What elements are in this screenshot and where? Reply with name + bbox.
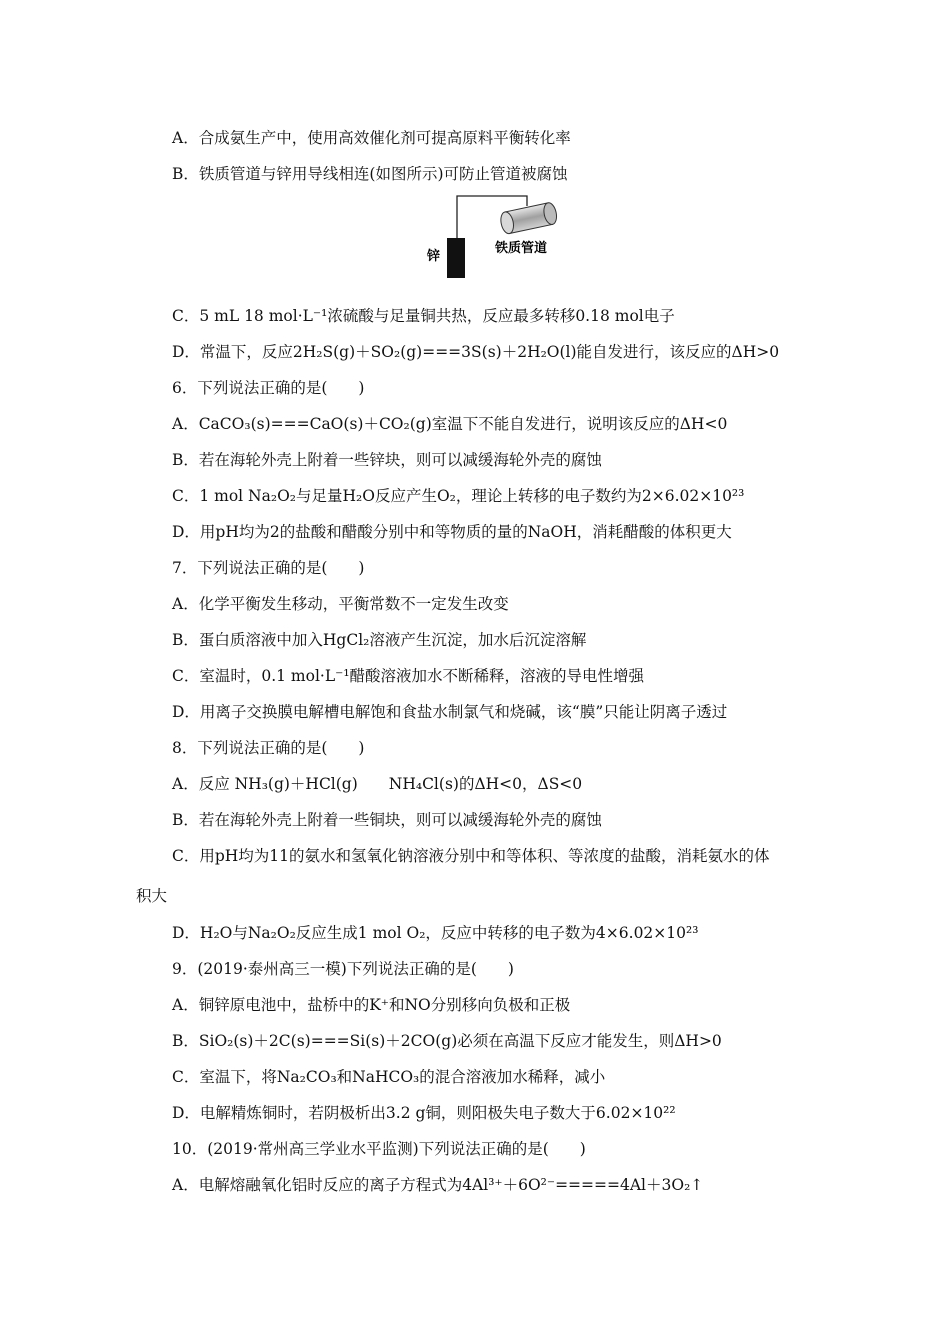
text-line: A．反应 NH₃(g)＋HCl(g) NH₄Cl(s)的ΔH<0，ΔS<0	[172, 775, 583, 793]
text-line: B．SiO₂(s)＋2C(s)===Si(s)＋2CO(g)必须在高温下反应才能发生，则ΔH>0	[172, 1032, 722, 1050]
question-title: 9．(2019·泰州高三一模)下列说法正确的是( )	[172, 960, 514, 978]
question-title: 10．(2019·常州高三学业水平监测)下列说法正确的是( )	[172, 1140, 586, 1158]
text-line: A．电解熔融氧化铝时反应的离子方程式为4Al³⁺＋6O²⁻=====4Al＋3O₂↑	[172, 1176, 704, 1194]
text-line: A．CaCO₃(s)===CaO(s)＋CO₂(g)室温下不能自发进行，说明该反应的ΔH<0	[172, 415, 728, 433]
iron-pipe	[499, 202, 558, 235]
text-line: C．室温时，0.1 mol·L⁻¹醋酸溶液加水不断稀释，溶液的导电性增强	[172, 667, 645, 685]
zinc-block	[447, 238, 465, 278]
text-line: 积大	[136, 887, 168, 905]
zinc-label: 锌	[427, 249, 441, 264]
question-title: 7．下列说法正确的是( )	[172, 559, 365, 577]
question-title: 6．下列说法正确的是( )	[172, 379, 365, 397]
text-line: A．合成氨生产中，使用高效催化剂可提高原料平衡转化率	[172, 129, 571, 147]
text-line: D．常温下，反应2H₂S(g)＋SO₂(g)===3S(s)＋2H₂O(l)能自发进行，该反应的ΔH>0	[172, 343, 780, 361]
text-line: D．用pH均为2的盐酸和醋酸分别中和等物质的量的NaOH，消耗醋酸的体积更大	[172, 523, 732, 541]
text-line: B．铁质管道与锌用导线相连(如图所示)可防止管道被腐蚀	[172, 165, 568, 183]
zinc-pipe-diagram	[425, 192, 565, 284]
text-line: D．H₂O与Na₂O₂反应生成1 mol O₂，反应中转移的电子数为4×6.02×10²³	[172, 924, 699, 942]
text-line: B．若在海轮外壳上附着一些铜块，则可以减缓海轮外壳的腐蚀	[172, 811, 602, 829]
text-line: C．1 mol Na₂O₂与足量H₂O反应产生O₂，理论上转移的电子数约为2×6.02×10²³	[172, 487, 745, 505]
text-line: B．若在海轮外壳上附着一些锌块，则可以减缓海轮外壳的腐蚀	[172, 451, 602, 469]
pipe-label: 铁质管道	[495, 241, 548, 256]
text-line: C．室温下，将Na₂CO₃和NaHCO₃的混合溶液加水稀释，减小	[172, 1068, 606, 1086]
text-line: C．用pH均为11的氨水和氢氧化钠溶液分别中和等体积、等浓度的盐酸，消耗氨水的体	[172, 847, 770, 865]
text-line: D．用离子交换膜电解槽电解饱和食盐水制氯气和烧碱，该“膜”只能让阴离子透过	[172, 703, 728, 721]
text-line: A．化学平衡发生移动，平衡常数不一定发生改变	[172, 595, 509, 613]
corrosion-figure	[425, 192, 565, 284]
text-line: A．铜锌原电池中，盐桥中的K⁺和NO分别移向负极和正极	[172, 996, 571, 1014]
text-line: C．5 mL 18 mol·L⁻¹浓硫酸与足量铜共热，反应最多转移0.18 mol电子	[172, 307, 675, 325]
text-line: D．电解精炼铜时，若阴极析出3.2 g铜，则阳极失电子数大于6.02×10²²	[172, 1104, 676, 1122]
text-line: B．蛋白质溶液中加入HgCl₂溶液产生沉淀，加水后沉淀溶解	[172, 631, 587, 649]
question-title: 8．下列说法正确的是( )	[172, 739, 365, 757]
